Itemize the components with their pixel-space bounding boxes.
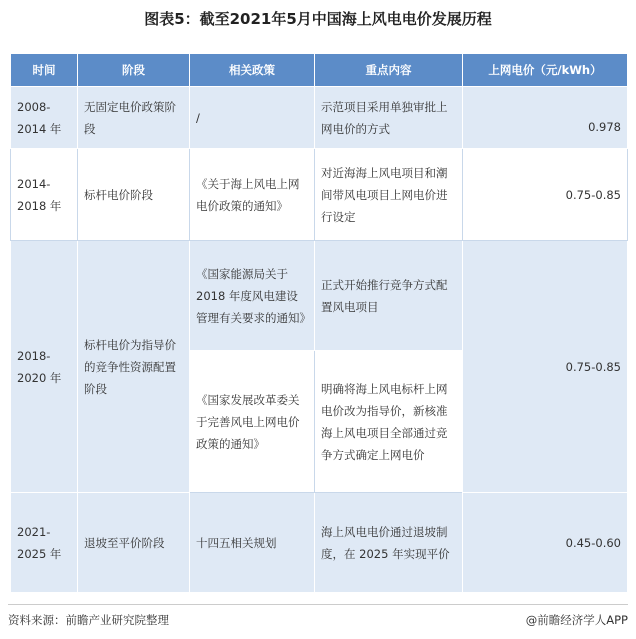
table-header-row [11, 54, 628, 87]
cell-content: 海上风电电价通过退坡制度，在 2025 年实现平价 [315, 493, 463, 593]
cell-price: 0.978 [463, 87, 628, 149]
cell-policy-b: 《国家发展改革委关于完善风电上网电价政策的通知》 [190, 351, 315, 493]
table-row [11, 241, 628, 351]
table-row [11, 149, 628, 241]
cell-content-b: 明确将海上风电标杆上网电价改为指导价，新核准海上风电项目全部通过竞争方式确定上网电价 [315, 351, 463, 493]
cell-price: 0.45-0.60 [463, 493, 628, 593]
table-row [11, 87, 628, 149]
header-policy: 相关政策 [190, 54, 315, 87]
header-price: 上网电价（元/kWh） [463, 54, 628, 87]
cell-stage: 退坡至平价阶段 [78, 493, 190, 593]
cell-policy: 十四五相关规划 [190, 493, 315, 593]
cell-stage: 标杆电价为指导价的竞争性资源配置阶段 [78, 241, 190, 493]
cell-time: 2014-2018 年 [11, 149, 78, 241]
cell-time: 2021-2025 年 [11, 493, 78, 593]
cell-time: 2008-2014 年 [11, 87, 78, 149]
cell-policy: 《关于海上风电上网电价政策的通知》 [190, 149, 315, 241]
electricity-price-table [10, 53, 628, 593]
cell-price: 0.75-0.85 [463, 241, 628, 493]
header-content: 重点内容 [315, 54, 463, 87]
cell-price: 0.75-0.85 [463, 149, 628, 241]
footer-divider [8, 604, 628, 605]
cell-stage: 标杆电价阶段 [78, 149, 190, 241]
cell-policy: / [190, 87, 315, 149]
source-note: 资料来源：前瞻产业研究院整理 [8, 613, 169, 627]
header-stage: 阶段 [78, 54, 190, 87]
header-time: 时间 [11, 54, 78, 87]
cell-policy: 《国家能源局关于2018 年度风电建设管理有关要求的通知》 [190, 241, 315, 351]
table-row [11, 493, 628, 593]
brand-watermark: @前瞻经济学人APP [525, 613, 628, 627]
cell-time: 2018-2020 年 [11, 241, 78, 493]
cell-content: 正式开始推行竞争方式配置风电项目 [315, 241, 463, 351]
cell-content: 对近海海上风电项目和潮间带风电项目上网电价进行设定 [315, 149, 463, 241]
chart-title: 图表5：截至2021年5月中国海上风电电价发展历程 [144, 10, 492, 28]
cell-content: 示范项目采用单独审批上网电价的方式 [315, 87, 463, 149]
cell-stage: 无固定电价政策阶段 [78, 87, 190, 149]
